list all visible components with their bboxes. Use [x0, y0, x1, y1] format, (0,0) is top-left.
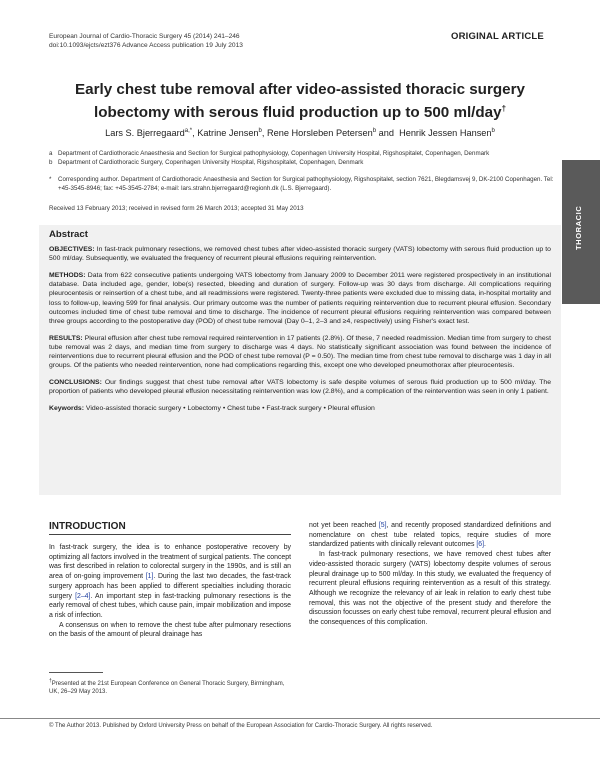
article-title — [40, 80, 560, 122]
abstract-label: CONCLUSIONS: — [49, 378, 102, 386]
body-column-right — [309, 521, 551, 628]
abstract-conclusions — [49, 378, 551, 396]
abstract-body — [49, 245, 551, 421]
abstract-label: OBJECTIVES: — [49, 246, 95, 253]
body-column-left — [49, 543, 291, 640]
abstract-label: METHODS: — [49, 271, 86, 279]
affiliations — [49, 150, 549, 167]
abstract-methods — [49, 271, 551, 326]
abstract-text: Our findings suggest that chest tube removal after VATS lobectomy is safe despite volumes of serous fluid production up to 500 ml/day. The proportion of patients who developed pleural effusion necessitating reintervention was low (2.8%), and a complication of the reintervention was seen in only 1 patient. — [49, 378, 551, 396]
affiliation-item — [49, 150, 549, 159]
body-paragraph: A consensus on when to remove the chest tube after pulmonary resections on the basis of the amount of pleural drainage has — [49, 621, 291, 639]
author-name: Katrine Jensen — [197, 128, 259, 139]
abstract-text: Video-assisted thoracic surgery • Lobectomy • Chest tube • Fast-track surgery • Pleural effusion — [84, 404, 375, 412]
body-text: not yet been reached — [309, 522, 379, 529]
body-text: . During the last two decades, the fast-track surgery approach has been applied to different specialties including thoracic surgery — [49, 573, 291, 600]
footnote-text: Presented at the 21st European Conference on General Thoracic Surgery, Birmingham, UK, 26–29 May 2013. — [49, 681, 285, 696]
introduction-heading: INTRODUCTION — [49, 521, 126, 532]
body-paragraph: In fast-track pulmonary resections, we have removed chest tubes after video-assisted thoracic surgery (VATS) lobectomy despite volumes of serous pleural drainage up to 500 ml/day. In this study, we evaluated the frequency of recurrent pleural effusions requiring reintervention as a result of this strategy. Although we recognize the relevancy of air leak in relation to early chest tube removal, this was not the objective of the present study and therefore the discussion focusses on early chest tube removal, recurrent pleural effusion and the consequences of this complication. — [309, 551, 551, 627]
body-paragraph — [309, 521, 551, 550]
affiliation-mark: a — [49, 150, 53, 157]
body-text: In fast-track surgery, the idea is to enhance postoperative recovery by optimizing all factors involved in the treatment of surgical patients. The concept was first described in relation to colorectal surgery in the 1990s, and is still an area of on-going improvement — [49, 544, 291, 581]
author-affiliation-mark: b — [372, 128, 377, 134]
abstract-text: Data from 622 consecutive patients undergoing VATS lobectomy from January 2009 to December 2011 were registered prospectively in an institutional database. Data included age, gender, lobe(s) resected, bleeding and duration of surgery. Follow-up was 30 days from discharge. All complications requiring pleurocentesis or reinsertion of a chest tube, and all readmissions were registered. Twenty-three patients were excluded due to missing data, in-hospital mortality and loss to follow-up, leaving 599 for final analysis. Our primary outcome was the number of patients requiring reintervention due to recurrent pleural effusion. Secondary outcomes included time of chest tube removal and time to discharge. The incidence of recurrent pleural effusions requiring reintervention was compared between three groups according to the postoperative day (POD) of chest tube removal (Day 0–1, 2–3 and ≥4, respectively) using Fisher's exact test. — [49, 271, 551, 325]
abstract-text: Pleural effusion after chest tube removal required reintervention in 17 patients (2.8%). Of these, 7 needed readmission. Median time from surgery to chest tube removal was 2 days, and median time from surgery to discharge was 4 days. No statistically significant association was found between the incidence of reinterventions due to recurrent pleural effusion and the POD of chest tube removal (P = 0.50). The median time from chest tube removal to discharge was 1 day in all groups. Of the patients who needed reintervention, none had complications regarding this, except one who developed pneumothorax after pleurocentesis. — [49, 334, 551, 370]
author-separator: , — [192, 128, 198, 139]
body-text: . An important step in fast-tracking pulmonary resections is the early removal of chest tubes, which cause pain, impair mobilization and impose a risk of infection. — [49, 592, 291, 619]
abstract-keywords — [49, 404, 551, 413]
affiliation-text: Department of Cardiothoracic Anaesthesia and Section for Surgical pathophysiology, Copenhagen University Hospital, Rigshospitalet, Copenhagen, Denmark — [58, 150, 490, 157]
body-text: . — [484, 541, 486, 549]
abstract-heading: Abstract — [49, 229, 88, 240]
body-text: , and recently proposed standardized definitions and nomenclature on chest tube related topics, require studies of more standardized patients with clinically relevant outcomes — [309, 522, 551, 549]
affiliation-text: Department of Cardiothoracic Surgery, Copenhagen University Hospital, Rigshospitalet, Copenhagen, Denmark — [58, 158, 364, 166]
section-side-tab — [562, 160, 600, 304]
author-affiliation-mark: a,* — [184, 128, 193, 134]
abstract-text: In fast-track pulmonary resections, we removed chest tubes after video-assisted thoracic surgery (VATS) lobectomy with serous fluid production up to 500 ml/day. Subsequently, we evaluated the frequency of recurrent pleural effusions requiring reintervention. — [49, 246, 551, 263]
article-type-label: ORIGINAL ARTICLE — [451, 31, 544, 42]
title-text: Early chest tube removal after video-assisted thoracic surgery lobectomy with serous fluid production up to 500 ml/day — [75, 81, 525, 122]
reference-link[interactable]: [6] — [476, 541, 485, 549]
body-paragraph — [49, 543, 291, 621]
side-tab-label: THORACIC — [574, 205, 583, 250]
corresponding-mark: * — [49, 176, 52, 183]
received-dates: Received 13 February 2013; received in revised form 26 March 2013; accepted 31 May 2013 — [49, 205, 304, 212]
author-name: Lars S. Bjerregaard — [105, 128, 185, 139]
page-bottom-rule — [0, 718, 600, 719]
copyright-notice: © The Author 2013. Published by Oxford University Press on behalf of the European Association for Cardio-Thoracic Surgery. All rights reserved. — [49, 723, 433, 729]
abstract-label: Keywords: — [49, 404, 84, 412]
affiliation-mark: b — [49, 158, 53, 166]
abstract-objectives — [49, 245, 551, 263]
reference-link[interactable]: [2–4] — [75, 592, 91, 600]
affiliation-item — [49, 159, 549, 168]
footnote-rule — [49, 672, 103, 673]
introduction-rule — [49, 534, 291, 535]
reference-link[interactable]: [1] — [145, 573, 154, 581]
journal-citation: European Journal of Cardio-Thoracic Surgery 45 (2014) 241–246 — [49, 33, 240, 40]
author-name: Rene Horsleben Petersen — [267, 128, 373, 139]
footnote — [49, 677, 291, 696]
author-list — [40, 128, 560, 138]
author-separator: , — [261, 128, 267, 139]
author-affiliation-mark: b — [491, 128, 495, 134]
corresponding-text: Corresponding author. Department of Cardiothoracic Anaesthesia and Section for Surgical pathophysiology, Rigshospitalet, section 7621, Blegdamsvej 9, DK-2100 Copenhagen. Tel: +45-3545-8946; fax: +45-3545-2784; e-mail: lars.strahn.bjerregaard@regionh.dk (L.S. Bjerregaard). — [58, 176, 554, 192]
author-conjunction: and — [376, 128, 397, 139]
author-name: Henrik Jessen Hansen — [399, 128, 492, 139]
footnote-mark: † — [49, 678, 52, 684]
journal-header — [49, 32, 243, 50]
journal-doi: doi:10.1093/ejcts/ezt376 Advance Access publication 19 July 2013 — [49, 42, 243, 49]
author-affiliation-mark: b — [258, 128, 262, 134]
title-footnote-marker: † — [501, 104, 507, 113]
reference-link[interactable]: [5] — [378, 522, 387, 529]
abstract-label: RESULTS: — [49, 334, 83, 342]
abstract-results — [49, 334, 551, 371]
corresponding-author — [49, 176, 559, 193]
